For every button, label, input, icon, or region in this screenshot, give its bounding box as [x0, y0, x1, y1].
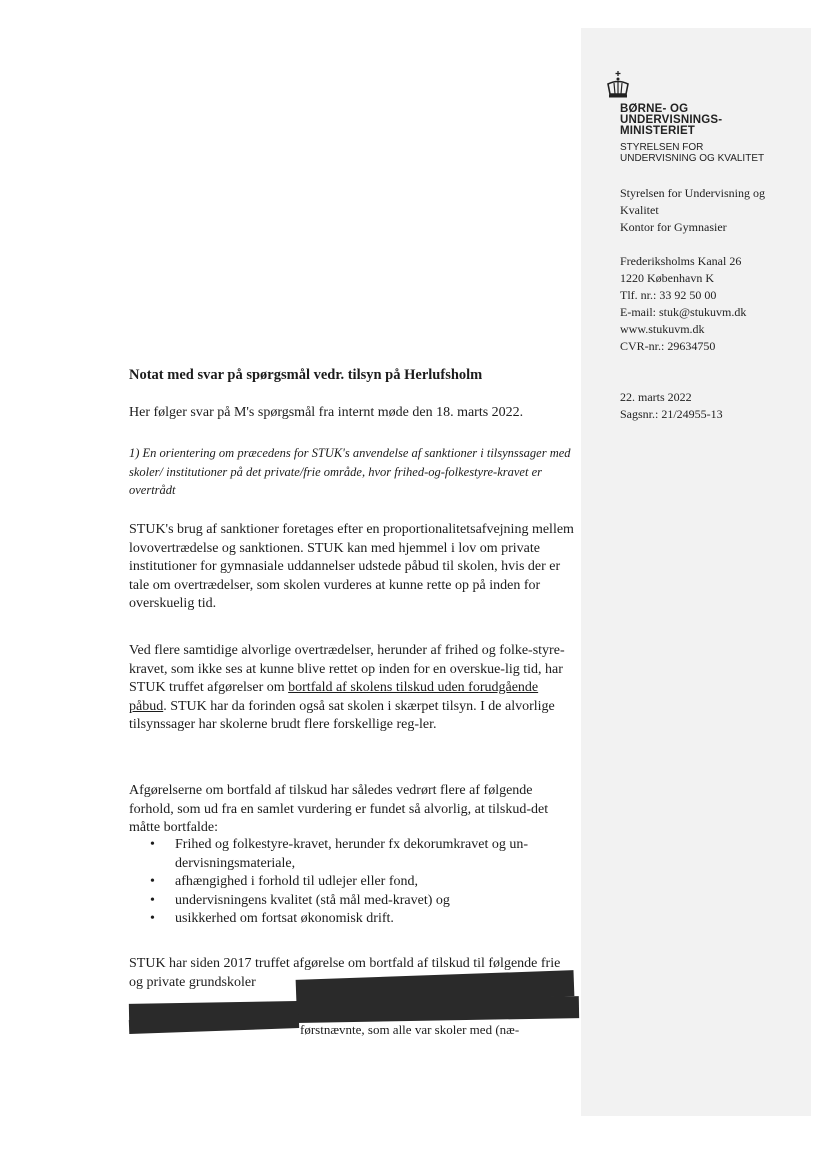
intro-text: Her følger svar på M's spørgsmål fra internt møde den 18. marts 2022. — [129, 405, 524, 420]
ministry-name — [620, 104, 820, 137]
paragraph-2 — [129, 642, 574, 735]
sender-line: Kontor for Gymnasier — [620, 220, 727, 234]
list-item: • Frihed og folkestyre-kravet, herunder fx dekorumkravet og un-dervisningsmateriale, — [150, 836, 575, 873]
list-item: • undervisningens kvalitet (stå mål med-kravet) og — [150, 892, 575, 911]
case-number: Sagsnr.: 21/24955-13 — [620, 407, 723, 421]
agency-name — [620, 143, 820, 164]
sender-line: Styrelsen for Undervisning og — [620, 186, 765, 200]
ministry-line: BØRNE- OG — [620, 103, 689, 115]
document-date: 22. marts 2022 — [620, 390, 692, 404]
list-item: • afhængighed i forhold til udlejer eller fond, — [150, 873, 575, 892]
address-block — [620, 253, 820, 355]
agency-line: UNDERVISNING OG KVALITET — [620, 152, 765, 164]
paragraph-2-text: Ved flere samtidige alvorlige overtrædelser, herunder af frihed og folke-styre-kravet, som ikke ses at kunne blive rettet op inden for en overskue-lig tid, har STUK truffet afgørelser om — [129, 643, 565, 695]
paragraph-4: STUK har siden 2017 truffet afgørelse om bortfald af tilskud til følgende frie og private grundskoler — [129, 956, 561, 990]
address-phone: Tlf. nr.: 33 92 50 00 — [620, 288, 717, 302]
address-city: 1220 København K — [620, 271, 714, 285]
paragraph-2-text-end: . STUK har da forinden også sat skolen i skærpet tilsyn. I de alvorlige tilsynssager har skolerne brudt flere forskellige reg-ler. — [129, 698, 555, 732]
crown-icon — [605, 70, 631, 100]
ministry-line: UNDERVISNINGS- — [620, 114, 723, 126]
continuation-text: førstnævnte, som alle var skoler med (næ- — [300, 1022, 520, 1037]
meta-block — [620, 389, 820, 423]
document-title: Notat med svar på spørgsmål vedr. tilsyn på Herlufsholm — [129, 367, 483, 383]
question-1: 1) En orientering om præcedens for STUK's anvendelse af sanktioner i tilsynssager med skoler/ institutioner på det private/frie område, hvor frihed-og-folkestyre-kravet er overtrådt — [129, 446, 571, 497]
address-street: Frederiksholms Kanal 26 — [620, 254, 742, 268]
address-website: www.stukuvm.dk — [620, 322, 705, 336]
list-item: • usikkerhed om fortsat økonomisk drift. — [150, 910, 575, 929]
bullet-list — [150, 836, 575, 929]
sender-block — [620, 185, 820, 236]
paragraph-2-underlined: bortfald af skolens tilskud uden forudgående påbud — [129, 680, 539, 714]
paragraph-1: STUK's brug af sanktioner foretages efter en proportionalitetsafvejning mellem lovovertrædelse og sanktionen. STUK kan med hjemmel i lov om private institutioner for gymnasiale uddannelser udstede påbud til skolen, hvis der er tale om overtrædelser, som skolen vurderes at kunne rette op på inden for overskuelig tid. — [129, 522, 574, 611]
agency-line: STYRELSEN FOR — [620, 142, 704, 153]
paragraph-3: Afgørelserne om bortfald af tilskud har således vedrørt flere af følgende forhold, som ud fra en samlet vurdering er fundet så alvorlig, at tilskud-det måtte bortfalde: — [129, 783, 549, 835]
address-cvr: CVR-nr.: 29634750 — [620, 339, 716, 353]
sender-line: Kvalitet — [620, 203, 659, 217]
ministry-line: MINISTERIET — [620, 125, 696, 137]
address-email: E-mail: stuk@stukuvm.dk — [620, 305, 747, 319]
